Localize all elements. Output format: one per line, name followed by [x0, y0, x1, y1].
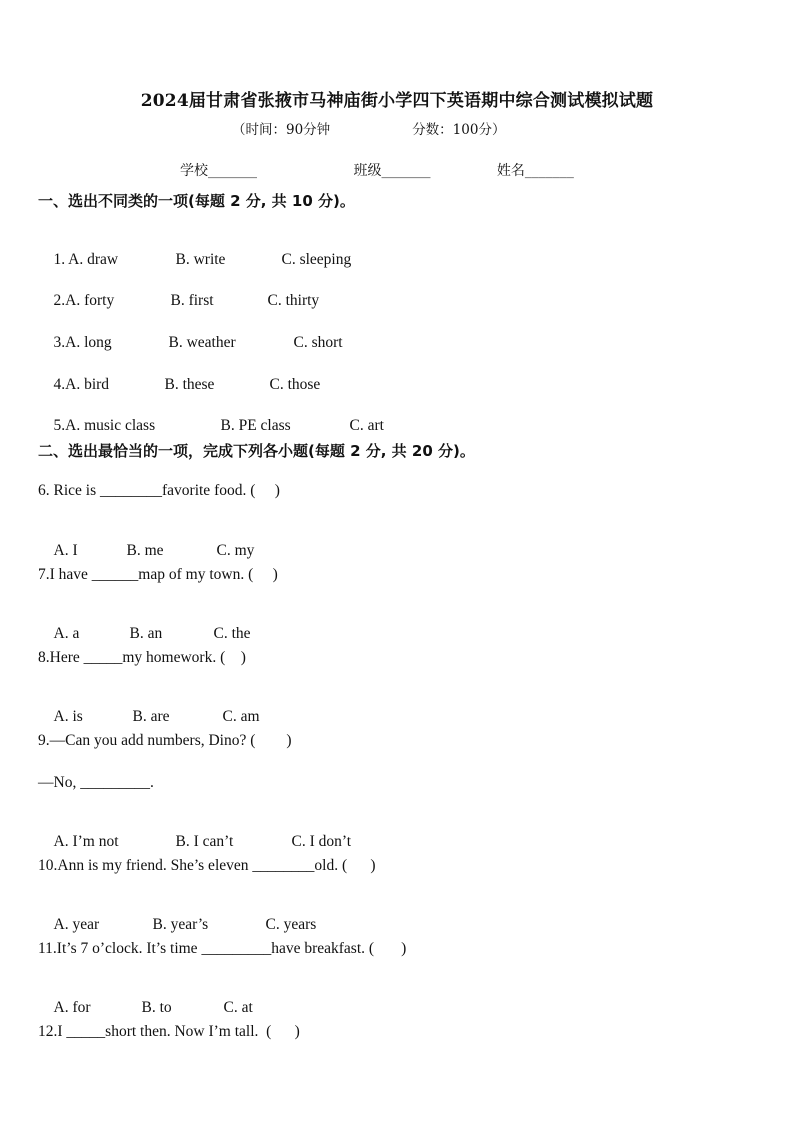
- option-a: A. I’m not: [53, 833, 119, 850]
- option-c: C. those: [269, 376, 321, 393]
- option-b: B. weather: [168, 334, 236, 351]
- option-c: C. my: [216, 542, 255, 559]
- option-b: B. to: [141, 999, 172, 1016]
- question-9: 9.—Can you add numbers, Dino? ( ): [38, 732, 292, 749]
- option-a: A. is: [53, 708, 83, 725]
- school-field: 学校_______: [180, 163, 257, 179]
- option-b: B. write: [175, 251, 226, 268]
- total-score: 分数：100分）: [412, 122, 506, 138]
- option-b: B. an: [129, 625, 163, 642]
- time-limit: （时间：90分钟: [232, 122, 331, 138]
- option-c: C. am: [222, 708, 260, 725]
- option-b: B. first: [170, 292, 214, 309]
- option-b: B. are: [132, 708, 170, 725]
- option-c: C. sleeping: [281, 251, 352, 268]
- option-c: C. at: [223, 999, 253, 1016]
- class-field: 班级_______: [353, 163, 431, 179]
- question-6: 6. Rice is ________favorite food. ( ): [38, 482, 280, 499]
- option-a: A. for: [53, 999, 91, 1016]
- option-c: C. years: [265, 916, 317, 933]
- question-8: 8.Here _____my homework. ( ): [38, 649, 246, 666]
- option-a: 1. A. draw: [53, 251, 119, 268]
- option-c: C. art: [349, 417, 384, 434]
- option-a: 2.A. forty: [53, 292, 115, 309]
- name-field: 姓名_______: [496, 163, 574, 179]
- option-c: C. I don’t: [291, 833, 352, 850]
- option-a: 4.A. bird: [53, 376, 110, 393]
- option-a: A. I: [53, 542, 78, 559]
- option-b: B. me: [126, 542, 164, 559]
- option-a: 5.A. music class: [53, 417, 156, 434]
- option-c: C. thirty: [267, 292, 320, 309]
- option-c: C. short: [293, 334, 343, 351]
- exam-subtitle: [232, 118, 505, 138]
- question-7: 7.I have ______map of my town. ( ): [38, 566, 278, 583]
- option-b: B. PE class: [220, 417, 291, 434]
- option-a: 3.A. long: [53, 334, 112, 351]
- option-b: B. these: [164, 376, 215, 393]
- option-b: B. I can’t: [175, 833, 234, 850]
- exam-title: 2024届甘肃省张掖市马神庙街小学四下英语期中综合测试模拟试题: [140, 91, 654, 111]
- option-a: A. a: [53, 625, 80, 642]
- student-info-row: [180, 160, 574, 180]
- option-c: C. the: [213, 625, 251, 642]
- option-b: B. year’s: [152, 916, 209, 933]
- question-10: 10.Ann is my friend. She’s eleven ________old. ( ): [38, 857, 376, 874]
- option-a: A. year: [53, 916, 100, 933]
- section-1-heading: 一、选出不同类的一项(每题 2 分, 共 10 分)。: [38, 192, 355, 210]
- question-12: 12.I _____short then. Now I’m tall. ( ): [38, 1023, 300, 1040]
- question-9-answer-line: —No, _________.: [38, 774, 154, 791]
- question-11: 11.It’s 7 o’clock. It’s time _________have breakfast. ( ): [38, 940, 407, 957]
- section-2-heading: 二、选出最恰当的一项，完成下列各小题(每题 2 分, 共 20 分)。: [38, 442, 475, 460]
